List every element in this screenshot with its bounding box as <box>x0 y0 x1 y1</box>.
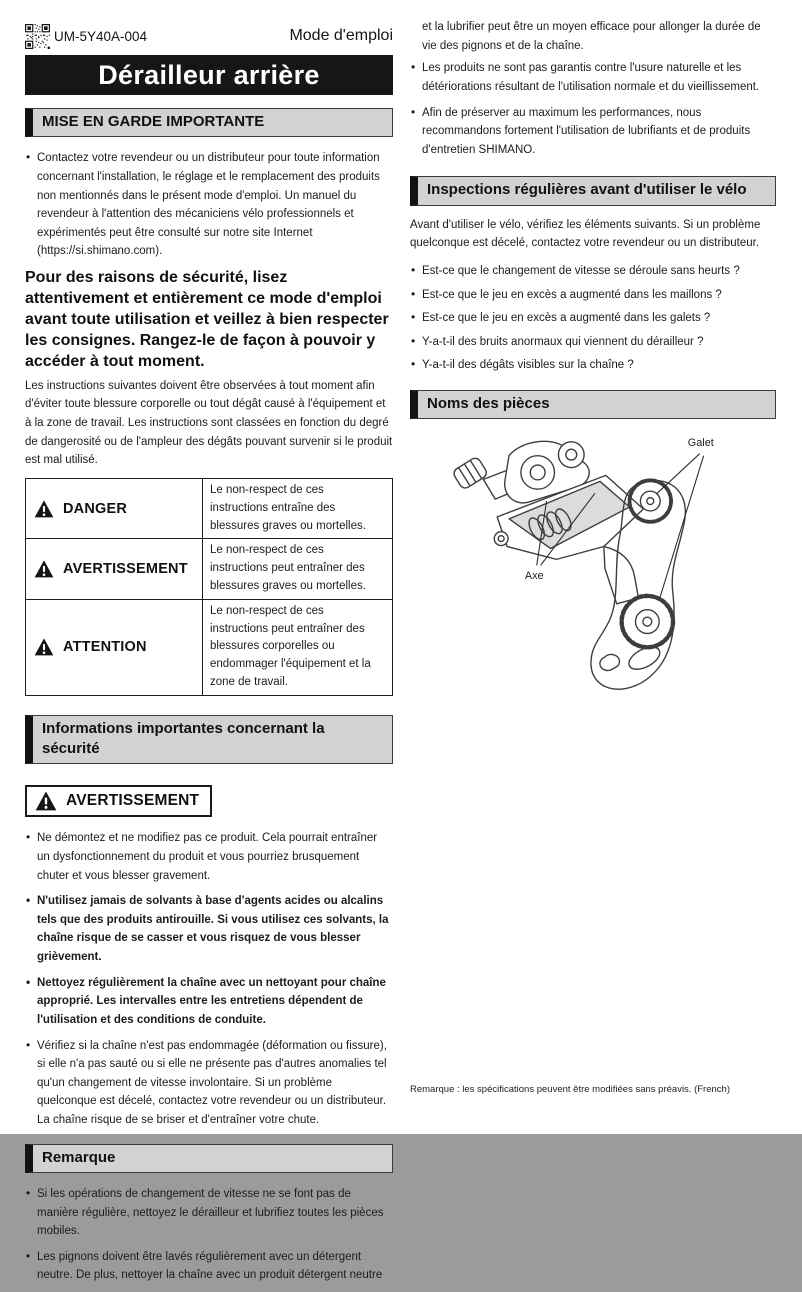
inspection-intro: Avant d'utiliser le vélo, vérifiez les éléments suivants. Si un problème quelconque est décelé, contactez votre revendeur ou un distributeur. <box>410 218 761 250</box>
left-column <box>25 22 393 1292</box>
list-item: • Afin de préserver au maximum les performances, nous recommandons fortement l'utilisation de lubrifiants et de produits d'entretien SHIMANO. <box>410 104 776 160</box>
intro-bullet-list <box>25 149 393 261</box>
list-item: • Est-ce que le jeu en excès a augmenté dans les maillons ? <box>410 286 776 305</box>
right-column <box>410 18 776 748</box>
hazard-description: Le non-respect de ces instructions peut entraîner des blessures corporelles ou endommager l'équipement et la zone de travail. <box>203 599 393 695</box>
doc-type-label: Mode d'emploi <box>289 27 393 44</box>
section-header-mise-en-garde: MISE EN GARDE IMPORTANTE <box>25 108 393 137</box>
qr-code-icon <box>25 24 50 49</box>
section-header-inspections: Inspections régulières avant d'utiliser le vélo <box>410 176 776 205</box>
list-item: • Ne démontez et ne modifiez pas ce produit. Cela pourrait entraîner un dysfonctionnement du produit et vous pourriez brusquement chuter et vous blesser gravement. <box>25 829 393 885</box>
document-header <box>25 22 393 50</box>
footer-note: Remarque : les spécifications peuvent être modifiées sans préavis. (French) <box>410 1084 730 1095</box>
rear-derailleur-diagram <box>410 428 776 748</box>
table-row <box>26 478 393 538</box>
warning-triangle-icon <box>34 500 54 518</box>
diagram-label-galet: Galet <box>687 437 714 450</box>
warning-triangle-icon <box>35 791 57 811</box>
doc-code: UM-5Y40A-004 <box>54 28 148 44</box>
barrel-adjuster <box>452 456 489 490</box>
page-title: Dérailleur arrière <box>25 55 393 95</box>
list-item: • N'utilisez jamais de solvants à base d'agents acides ou alcalins tels que des produits antirouille. Si vous utilisez ces solvants, la chaîne risque de se casser et vous risquez de vous blesser grièvement. <box>25 892 393 967</box>
list-item: • Si les opérations de changement de vitesse ne se font pas de manière régulière, nettoyez le dérailleur et lubrifiez toutes les pièces mobiles. <box>25 1185 393 1241</box>
warning-triangle-icon <box>34 560 54 578</box>
section-header-remarque: Remarque <box>25 1144 393 1173</box>
note-bullet-list <box>25 1185 393 1285</box>
list-item: • Est-ce que le jeu en excès a augmenté dans les galets ? <box>410 309 776 328</box>
list-item: • Vérifiez si la chaîne n'est pas endommagée (déformation ou fissure), si elle n'a pas sauté ou si elle ne présente pas d'autres anomalies tel qu'un changement de vitesse involontaire. Si un problème quelconque est décelé, contactez votre revendeur ou un distributeur. La chaîne risque de se briser et d'entraîner votre chute. <box>25 1037 393 1130</box>
section-header-noms-des-pieces: Noms des pièces <box>410 390 776 419</box>
safety-notice: Pour des raisons de sécurité, lisez attentivement et entièrement ce mode d'emploi avant toute utilisation et veillez à bien respecter les consignes. Rangez-le de façon à pouvoir y accéder à tout moment. <box>25 269 389 370</box>
inspection-checklist <box>410 262 776 375</box>
doc-id-group <box>25 24 147 49</box>
list-item: • Nettoyez régulièrement la chaîne avec un nettoyant pour chaîne approprié. Les intervalles entre les entretiens dépendent de l'utilisation et des conditions de conduite. <box>25 974 393 1030</box>
parts-diagram-container <box>410 428 776 748</box>
note-bullet-list-continued <box>410 59 776 159</box>
intro-paragraph: Les instructions suivantes doivent être observées à tout moment afin d'éviter toute blessure corporelle ou tout dégât causé à l'équipement et à la zone de travail. Les instructions sont classées en fonction du degré de dangerosité ou de l'ampleur des dégâts pouvant survenir si le produit est mal utilisé. <box>25 379 393 467</box>
list-item: • Y-a-t-il des bruits anormaux qui viennent du dérailleur ? <box>410 333 776 352</box>
diagram-label-axe: Axe <box>524 570 544 583</box>
note-continuation: et la lubrifier peut être un moyen efficace pour allonger la durée de vie des pignons et de la chaîne. <box>422 21 761 52</box>
hazard-label: AVERTISSEMENT <box>63 561 188 578</box>
list-item: • Les pignons doivent être lavés régulièrement avec un détergent neutre. De plus, nettoyer la chaîne avec un produit détergent neutre <box>25 1248 393 1285</box>
warning-triangle-icon <box>34 638 54 656</box>
hazard-level-table <box>25 478 393 696</box>
hazard-description: Le non-respect de ces instructions peut entraîner des blessures graves ou mortelles. <box>203 539 393 599</box>
lower-pulley <box>622 596 673 647</box>
list-item: • Est-ce que le changement de vitesse se déroule sans heurts ? <box>410 262 776 281</box>
table-row <box>26 599 393 695</box>
list-item: • Les produits ne sont pas garantis contre l'usure naturelle et les détériorations résultant de l'utilisation normale et du vieillissement. <box>410 59 776 96</box>
list-item: • Y-a-t-il des dégâts visibles sur la chaîne ? <box>410 356 776 375</box>
avertissement-box <box>25 785 212 817</box>
warning-bullet-list <box>25 829 393 1129</box>
avertissement-label: AVERTISSEMENT <box>66 792 200 810</box>
hazard-label: DANGER <box>63 500 128 517</box>
list-item: • Contactez votre revendeur ou un distributeur pour toute information concernant l'installation, le réglage et le remplacement des produits non mentionnés dans le présent mode d'emploi. Un manuel du revendeur à l'attention des mécaniciens vélo professionnels et expérimentés peut être consulté sur notre site Internet (https://si.shimano.com). <box>25 149 393 261</box>
hazard-description: Le non-respect de ces instructions entraîne des blessures graves ou mortelles. <box>203 478 393 538</box>
section-header-informations-securite: Informations importantes concernant la sécurité <box>25 715 393 765</box>
hazard-label: ATTENTION <box>63 639 147 656</box>
table-row <box>26 539 393 599</box>
